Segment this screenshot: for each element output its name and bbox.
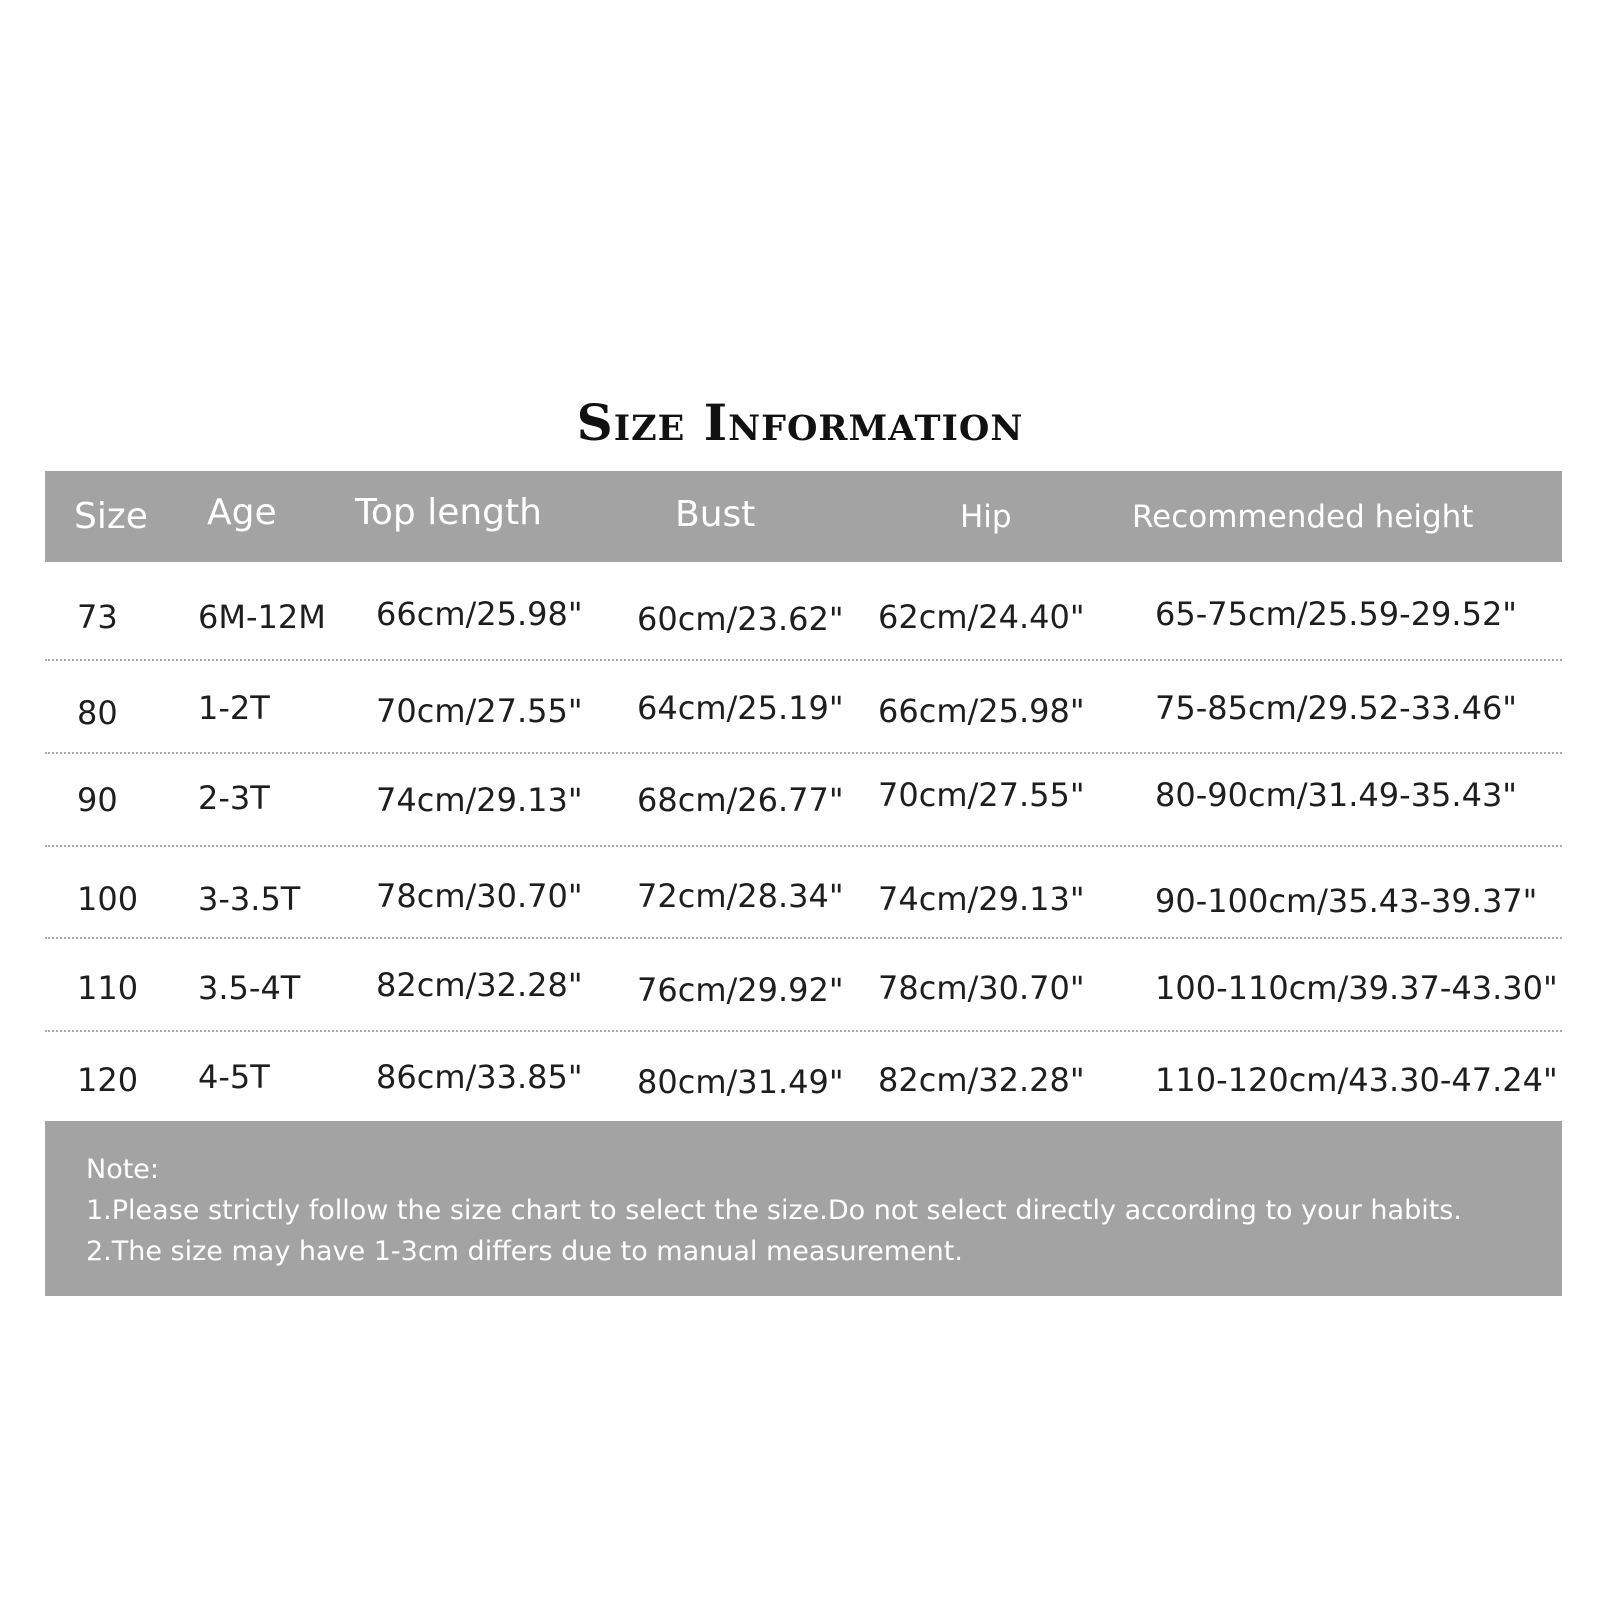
header-bust: Bust [675, 494, 756, 535]
cell-bust: 64cm/25.19" [637, 689, 844, 727]
header-size: Size [74, 496, 148, 537]
cell-recommended-height: 75-85cm/29.52-33.46" [1155, 689, 1518, 727]
page-title: Size Information [576, 393, 1024, 452]
cell-bust: 68cm/26.77" [637, 781, 844, 819]
cell-age: 1-2T [198, 689, 270, 727]
cell-age: 6M-12M [198, 598, 326, 636]
cell-hip: 74cm/29.13" [878, 880, 1085, 918]
note-line-1: 1.Please strictly follow the size chart to select the size.Do not select directly according to your habits. [86, 1195, 1462, 1226]
cell-hip: 70cm/27.55" [878, 776, 1085, 814]
cell-age: 2-3T [198, 779, 270, 817]
cell-age: 4-5T [198, 1058, 270, 1096]
header-recommended-height: Recommended height [1132, 499, 1474, 535]
cell-recommended-height: 65-75cm/25.59-29.52" [1155, 595, 1518, 633]
table-row [45, 689, 1562, 739]
header-top-length: Top length [355, 492, 542, 533]
cell-hip: 66cm/25.98" [878, 692, 1085, 730]
cell-hip: 78cm/30.70" [878, 969, 1085, 1007]
table-row [45, 1058, 1562, 1108]
cell-hip: 82cm/32.28" [878, 1061, 1085, 1099]
cell-size: 110 [77, 969, 139, 1007]
note-line-2: 2.The size may have 1-3cm differs due to manual measurement. [86, 1236, 963, 1267]
row-divider [45, 1030, 1562, 1032]
cell-bust: 80cm/31.49" [637, 1063, 844, 1101]
table-row [45, 776, 1562, 826]
row-divider [45, 752, 1562, 754]
cell-hip: 62cm/24.40" [878, 598, 1085, 636]
cell-recommended-height: 110-120cm/43.30-47.24" [1155, 1061, 1558, 1099]
table-row [45, 595, 1562, 645]
cell-age: 3-3.5T [198, 880, 301, 918]
cell-bust: 72cm/28.34" [637, 877, 844, 915]
cell-top-length: 86cm/33.85" [376, 1058, 583, 1096]
cell-top-length: 66cm/25.98" [376, 595, 583, 633]
cell-size: 80 [77, 694, 118, 732]
cell-size: 100 [77, 880, 139, 918]
cell-bust: 60cm/23.62" [637, 600, 844, 638]
cell-top-length: 82cm/32.28" [376, 966, 583, 1004]
table-row [45, 877, 1562, 927]
header-hip: Hip [960, 499, 1012, 535]
cell-size: 73 [77, 598, 118, 636]
row-divider [45, 659, 1562, 661]
cell-recommended-height: 100-110cm/39.37-43.30" [1155, 969, 1558, 1007]
cell-size: 120 [77, 1061, 139, 1099]
note-box [45, 1121, 1562, 1296]
cell-recommended-height: 80-90cm/31.49-35.43" [1155, 776, 1518, 814]
note-label: Note: [86, 1154, 160, 1185]
cell-recommended-height: 90-100cm/35.43-39.37" [1155, 882, 1538, 920]
cell-bust: 76cm/29.92" [637, 971, 844, 1009]
cell-top-length: 78cm/30.70" [376, 877, 583, 915]
row-divider [45, 845, 1562, 847]
cell-age: 3.5-4T [198, 969, 301, 1007]
cell-size: 90 [77, 781, 118, 819]
cell-top-length: 74cm/29.13" [376, 781, 583, 819]
cell-top-length: 70cm/27.55" [376, 692, 583, 730]
table-row [45, 966, 1562, 1016]
row-divider [45, 937, 1562, 939]
header-age: Age [207, 492, 277, 533]
table-header [45, 471, 1562, 562]
